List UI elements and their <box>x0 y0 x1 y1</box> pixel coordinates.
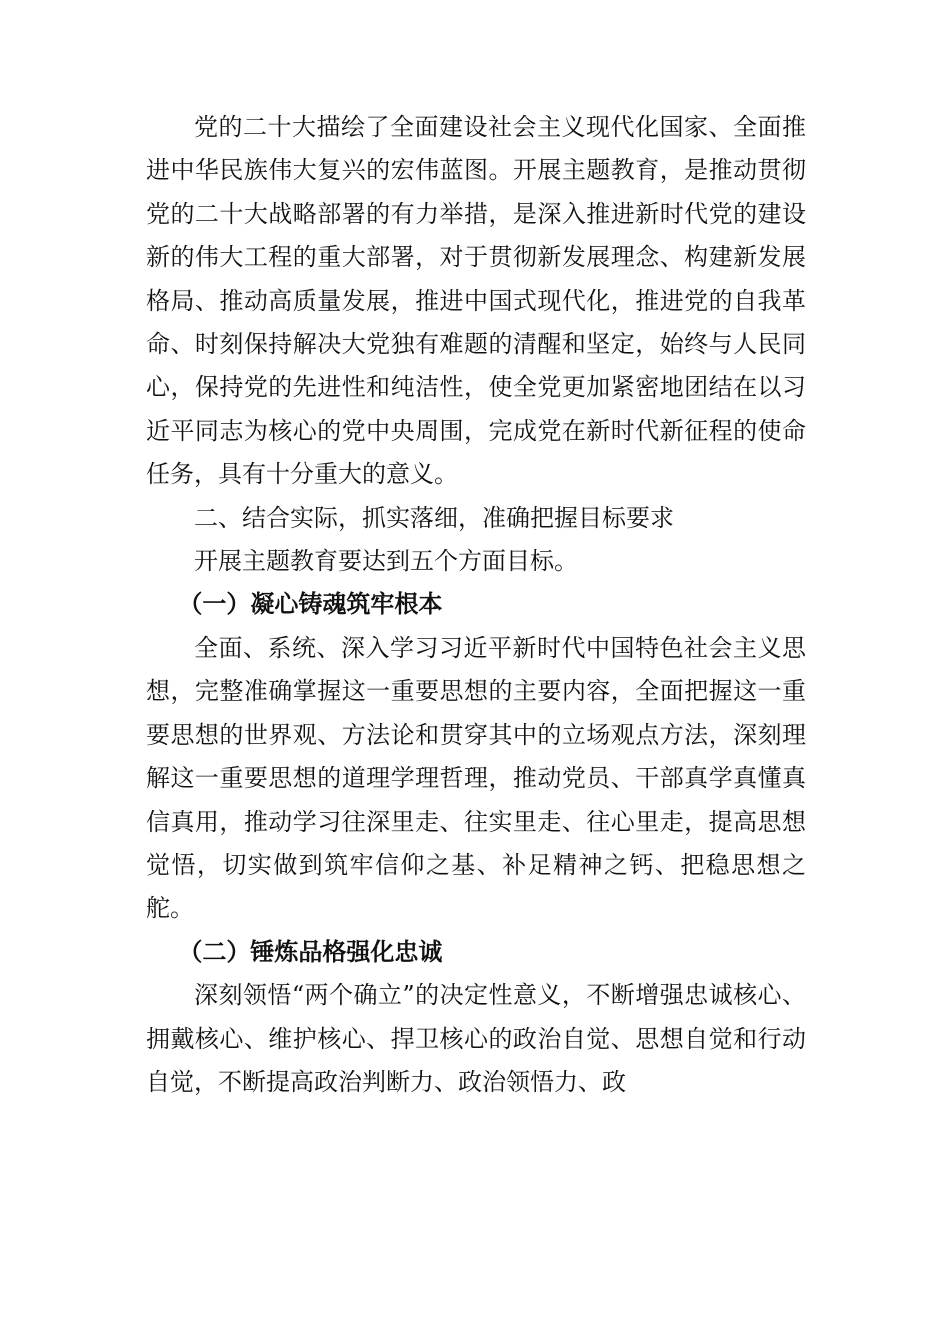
subheading-one: （一）凝心铸魂筑牢根本 <box>178 590 443 619</box>
section-title-two: 二、结合实际，抓实落细，准确把握目标要求 <box>194 503 674 532</box>
paragraph-intro: 党的二十大描绘了全面建设社会主义现代化国家、全面推进中华民族伟大复兴的宏伟蓝图。开展主题教育，是推动贯彻党的二十大战略部署的有力举措，是深入推进新时代党的建设新的伟大工程的重大部署，对于贯彻新发展理念、构建新发展格局、推动高质量发展，推进中国式现代化，推进党的自我革命、时刻保持解决大党独有难题的清醒和坚定，始终与人民同心，保持党的先进性和纯洁性，使全党更加紧密地团结在以习近平同志为核心的党中央周围，完成党在新时代新征程的使命任务，具有十分重大的意义。 <box>146 113 806 489</box>
paragraph-one: 全面、系统、深入学习习近平新时代中国特色社会主义思想，完整准确掌握这一重要思想的主要内容，全面把握这一重要思想的世界观、方法论和贯穿其中的立场观点方法，深刻理解这一重要思想的道理学理哲理，推动党员、干部真学真懂真信真用，推动学习往深里走、往实里走、往心里走，提高思想觉悟，切实做到筑牢信仰之基、补足精神之钙、把稳思想之舵。 <box>146 633 806 923</box>
paragraph-two: 深刻领悟“两个确立”的决定性意义，不断增强忠诚核心、拥戴核心、维护核心、捍卫核心的政治自觉、思想自觉和行动自觉，不断提高政治判断力、政治领悟力、政 <box>146 981 806 1096</box>
document-body <box>146 106 806 1104</box>
subheading-two: （二）锤炼品格强化忠诚 <box>178 937 443 966</box>
paragraph-goals: 开展主题教育要达到五个方面目标。 <box>194 547 578 576</box>
